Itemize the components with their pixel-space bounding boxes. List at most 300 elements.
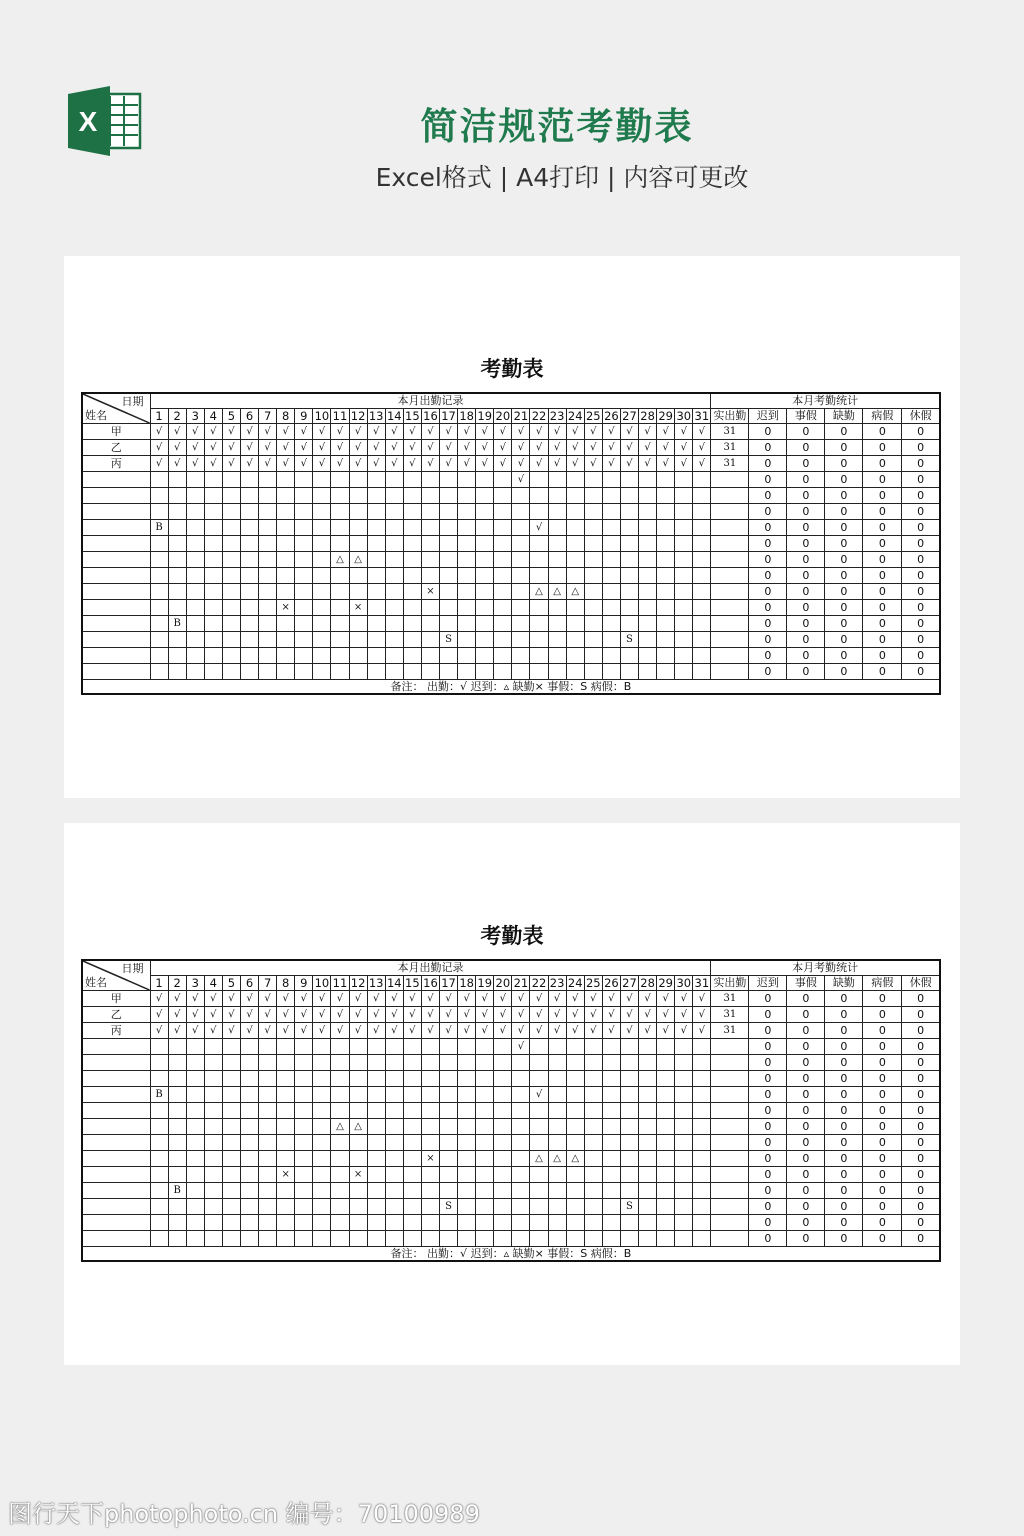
- attendance-cell[interactable]: [693, 1055, 711, 1071]
- attendance-cell[interactable]: [639, 1103, 657, 1119]
- attendance-cell[interactable]: √: [295, 1023, 313, 1039]
- attendance-cell[interactable]: √: [168, 456, 186, 472]
- stat-value-cell[interactable]: 0: [902, 1183, 940, 1199]
- attendance-cell[interactable]: [367, 1135, 385, 1151]
- attendance-cell[interactable]: [639, 1183, 657, 1199]
- attendance-cell[interactable]: [150, 488, 168, 504]
- attendance-cell[interactable]: [259, 632, 277, 648]
- attendance-cell[interactable]: [222, 1087, 240, 1103]
- attendance-cell[interactable]: [240, 648, 258, 664]
- attendance-cell[interactable]: [295, 600, 313, 616]
- stat-value-cell[interactable]: 0: [787, 616, 825, 632]
- stat-value-cell[interactable]: 0: [825, 648, 863, 664]
- attendance-cell[interactable]: [421, 1215, 439, 1231]
- attendance-cell[interactable]: [458, 632, 476, 648]
- attendance-cell[interactable]: [295, 1055, 313, 1071]
- attendance-cell[interactable]: [458, 488, 476, 504]
- attendance-cell[interactable]: [458, 1055, 476, 1071]
- attendance-cell[interactable]: [331, 536, 349, 552]
- attendance-cell[interactable]: √: [331, 424, 349, 440]
- attendance-cell[interactable]: [639, 600, 657, 616]
- attendance-cell[interactable]: [367, 1103, 385, 1119]
- attendance-cell[interactable]: [150, 1055, 168, 1071]
- stat-value-cell[interactable]: 0: [787, 536, 825, 552]
- attendance-cell[interactable]: √: [458, 991, 476, 1007]
- attendance-cell[interactable]: √: [639, 1023, 657, 1039]
- stat-value-cell[interactable]: 0: [787, 648, 825, 664]
- attendance-cell[interactable]: √: [458, 440, 476, 456]
- attendance-cell[interactable]: [602, 1167, 620, 1183]
- stat-value-cell[interactable]: 0: [863, 520, 902, 536]
- attendance-cell[interactable]: [259, 1055, 277, 1071]
- attendance-cell[interactable]: [295, 520, 313, 536]
- attendance-cell[interactable]: [331, 1199, 349, 1215]
- attendance-cell[interactable]: [295, 1135, 313, 1151]
- stat-value-cell[interactable]: 0: [902, 600, 940, 616]
- attendance-cell[interactable]: [602, 1103, 620, 1119]
- attendance-cell[interactable]: [602, 1199, 620, 1215]
- attendance-cell[interactable]: √: [440, 1023, 458, 1039]
- attendance-cell[interactable]: [620, 552, 638, 568]
- attendance-cell[interactable]: [204, 1199, 222, 1215]
- attendance-cell[interactable]: [494, 1231, 512, 1247]
- attendance-cell[interactable]: [548, 552, 566, 568]
- attendance-cell[interactable]: [204, 1215, 222, 1231]
- stat-value-cell[interactable]: [711, 664, 749, 680]
- attendance-cell[interactable]: [150, 504, 168, 520]
- attendance-cell[interactable]: [440, 1231, 458, 1247]
- attendance-cell[interactable]: √: [620, 991, 638, 1007]
- attendance-cell[interactable]: √: [349, 991, 367, 1007]
- attendance-cell[interactable]: [639, 1071, 657, 1087]
- attendance-cell[interactable]: [222, 648, 240, 664]
- attendance-cell[interactable]: [277, 1183, 295, 1199]
- attendance-cell[interactable]: √: [675, 1023, 693, 1039]
- attendance-cell[interactable]: [240, 1231, 258, 1247]
- attendance-cell[interactable]: [584, 1199, 602, 1215]
- attendance-cell[interactable]: [259, 1135, 277, 1151]
- attendance-cell[interactable]: √: [602, 991, 620, 1007]
- attendance-cell[interactable]: √: [277, 424, 295, 440]
- attendance-cell[interactable]: [512, 632, 530, 648]
- attendance-cell[interactable]: √: [458, 424, 476, 440]
- attendance-cell[interactable]: [367, 1199, 385, 1215]
- stat-value-cell[interactable]: 0: [825, 632, 863, 648]
- stat-value-cell[interactable]: 0: [825, 616, 863, 632]
- attendance-cell[interactable]: [331, 616, 349, 632]
- attendance-cell[interactable]: √: [476, 440, 494, 456]
- attendance-cell[interactable]: √: [548, 440, 566, 456]
- attendance-cell[interactable]: √: [240, 1023, 258, 1039]
- attendance-cell[interactable]: [240, 1199, 258, 1215]
- attendance-cell[interactable]: △: [349, 1119, 367, 1135]
- attendance-cell[interactable]: √: [313, 1007, 331, 1023]
- attendance-cell[interactable]: √: [421, 456, 439, 472]
- stat-value-cell[interactable]: 0: [787, 1071, 825, 1087]
- attendance-cell[interactable]: [693, 488, 711, 504]
- attendance-cell[interactable]: [331, 1215, 349, 1231]
- stat-value-cell[interactable]: 0: [749, 600, 787, 616]
- attendance-cell[interactable]: √: [367, 1023, 385, 1039]
- attendance-cell[interactable]: [548, 1231, 566, 1247]
- attendance-cell[interactable]: √: [385, 1023, 403, 1039]
- attendance-cell[interactable]: √: [657, 991, 675, 1007]
- attendance-cell[interactable]: [566, 1055, 584, 1071]
- stat-value-cell[interactable]: 0: [825, 1023, 863, 1039]
- attendance-cell[interactable]: [313, 552, 331, 568]
- attendance-cell[interactable]: [566, 632, 584, 648]
- attendance-cell[interactable]: [657, 536, 675, 552]
- attendance-cell[interactable]: [168, 472, 186, 488]
- employee-name-cell[interactable]: [82, 1055, 150, 1071]
- attendance-cell[interactable]: [385, 648, 403, 664]
- attendance-cell[interactable]: [494, 648, 512, 664]
- stat-value-cell[interactable]: 0: [749, 536, 787, 552]
- attendance-cell[interactable]: [657, 600, 675, 616]
- attendance-cell[interactable]: [259, 600, 277, 616]
- attendance-cell[interactable]: [639, 664, 657, 680]
- stat-value-cell[interactable]: [711, 1087, 749, 1103]
- attendance-cell[interactable]: [349, 616, 367, 632]
- stat-value-cell[interactable]: 0: [863, 584, 902, 600]
- attendance-cell[interactable]: √: [259, 1007, 277, 1023]
- attendance-cell[interactable]: [222, 616, 240, 632]
- attendance-cell[interactable]: [313, 648, 331, 664]
- attendance-cell[interactable]: [566, 568, 584, 584]
- attendance-cell[interactable]: [693, 1087, 711, 1103]
- attendance-cell[interactable]: √: [204, 1007, 222, 1023]
- attendance-cell[interactable]: [566, 1087, 584, 1103]
- attendance-cell[interactable]: √: [440, 424, 458, 440]
- stat-value-cell[interactable]: 0: [902, 520, 940, 536]
- stat-value-cell[interactable]: 0: [902, 488, 940, 504]
- attendance-cell[interactable]: √: [548, 1007, 566, 1023]
- attendance-cell[interactable]: [548, 600, 566, 616]
- attendance-cell[interactable]: √: [259, 456, 277, 472]
- attendance-cell[interactable]: √: [277, 1007, 295, 1023]
- attendance-cell[interactable]: [693, 1167, 711, 1183]
- attendance-cell[interactable]: [150, 664, 168, 680]
- attendance-cell[interactable]: √: [168, 440, 186, 456]
- stat-value-cell[interactable]: 31: [711, 1023, 749, 1039]
- stat-value-cell[interactable]: [711, 1183, 749, 1199]
- stat-value-cell[interactable]: 0: [749, 440, 787, 456]
- attendance-cell[interactable]: [331, 648, 349, 664]
- attendance-cell[interactable]: √: [620, 440, 638, 456]
- attendance-cell[interactable]: [403, 552, 421, 568]
- attendance-cell[interactable]: [693, 472, 711, 488]
- attendance-cell[interactable]: √: [512, 456, 530, 472]
- stat-value-cell[interactable]: 0: [749, 616, 787, 632]
- attendance-cell[interactable]: [367, 1119, 385, 1135]
- stat-value-cell[interactable]: [711, 1215, 749, 1231]
- attendance-cell[interactable]: [620, 1231, 638, 1247]
- attendance-cell[interactable]: [222, 520, 240, 536]
- employee-name-cell[interactable]: 丙: [82, 1023, 150, 1039]
- attendance-cell[interactable]: [458, 1039, 476, 1055]
- attendance-cell[interactable]: [548, 520, 566, 536]
- attendance-cell[interactable]: [421, 568, 439, 584]
- attendance-cell[interactable]: [349, 568, 367, 584]
- attendance-cell[interactable]: [403, 1071, 421, 1087]
- attendance-cell[interactable]: [476, 504, 494, 520]
- attendance-cell[interactable]: [512, 1071, 530, 1087]
- attendance-cell[interactable]: ×: [421, 584, 439, 600]
- stat-value-cell[interactable]: 0: [863, 1183, 902, 1199]
- attendance-cell[interactable]: √: [639, 1007, 657, 1023]
- attendance-cell[interactable]: [548, 1167, 566, 1183]
- attendance-cell[interactable]: √: [602, 456, 620, 472]
- stat-value-cell[interactable]: 0: [825, 424, 863, 440]
- attendance-cell[interactable]: [331, 504, 349, 520]
- stat-value-cell[interactable]: 0: [863, 1087, 902, 1103]
- attendance-cell[interactable]: [584, 1039, 602, 1055]
- attendance-cell[interactable]: [675, 616, 693, 632]
- attendance-cell[interactable]: [295, 488, 313, 504]
- attendance-cell[interactable]: [584, 1167, 602, 1183]
- attendance-cell[interactable]: √: [313, 1023, 331, 1039]
- attendance-cell[interactable]: [367, 520, 385, 536]
- attendance-cell[interactable]: √: [204, 1023, 222, 1039]
- stat-value-cell[interactable]: 0: [863, 1055, 902, 1071]
- attendance-cell[interactable]: [675, 584, 693, 600]
- attendance-cell[interactable]: [367, 1183, 385, 1199]
- attendance-cell[interactable]: [530, 552, 548, 568]
- attendance-cell[interactable]: [403, 1231, 421, 1247]
- employee-name-cell[interactable]: [82, 1135, 150, 1151]
- attendance-cell[interactable]: √: [512, 1007, 530, 1023]
- employee-name-cell[interactable]: 乙: [82, 440, 150, 456]
- attendance-cell[interactable]: [295, 1103, 313, 1119]
- attendance-cell[interactable]: √: [620, 424, 638, 440]
- stat-value-cell[interactable]: 0: [825, 440, 863, 456]
- attendance-cell[interactable]: [530, 1183, 548, 1199]
- attendance-cell[interactable]: √: [530, 1007, 548, 1023]
- attendance-cell[interactable]: [222, 1199, 240, 1215]
- attendance-cell[interactable]: △: [530, 1151, 548, 1167]
- attendance-cell[interactable]: [566, 536, 584, 552]
- attendance-cell[interactable]: [476, 1231, 494, 1247]
- attendance-cell[interactable]: √: [367, 440, 385, 456]
- attendance-cell[interactable]: [675, 1135, 693, 1151]
- employee-name-cell[interactable]: [82, 584, 150, 600]
- attendance-cell[interactable]: √: [675, 991, 693, 1007]
- stat-value-cell[interactable]: 0: [825, 1183, 863, 1199]
- attendance-cell[interactable]: [367, 600, 385, 616]
- attendance-cell[interactable]: [566, 1103, 584, 1119]
- attendance-cell[interactable]: [186, 1071, 204, 1087]
- employee-name-cell[interactable]: [82, 1039, 150, 1055]
- attendance-cell[interactable]: √: [349, 440, 367, 456]
- stat-value-cell[interactable]: 0: [902, 1135, 940, 1151]
- attendance-cell[interactable]: [440, 504, 458, 520]
- employee-name-cell[interactable]: [82, 1215, 150, 1231]
- stat-value-cell[interactable]: 0: [902, 616, 940, 632]
- stat-value-cell[interactable]: 0: [863, 488, 902, 504]
- attendance-cell[interactable]: [168, 552, 186, 568]
- attendance-cell[interactable]: √: [675, 1007, 693, 1023]
- attendance-cell[interactable]: [584, 1103, 602, 1119]
- attendance-cell[interactable]: [566, 488, 584, 504]
- attendance-cell[interactable]: [566, 600, 584, 616]
- attendance-cell[interactable]: [693, 568, 711, 584]
- stat-value-cell[interactable]: 0: [863, 504, 902, 520]
- stat-value-cell[interactable]: 31: [711, 440, 749, 456]
- attendance-cell[interactable]: [530, 600, 548, 616]
- attendance-cell[interactable]: [584, 1119, 602, 1135]
- attendance-cell[interactable]: [602, 664, 620, 680]
- attendance-cell[interactable]: [530, 1199, 548, 1215]
- stat-value-cell[interactable]: 0: [902, 648, 940, 664]
- attendance-cell[interactable]: [675, 632, 693, 648]
- stat-value-cell[interactable]: 0: [825, 1119, 863, 1135]
- attendance-cell[interactable]: [186, 664, 204, 680]
- attendance-cell[interactable]: [204, 584, 222, 600]
- attendance-cell[interactable]: √: [693, 1007, 711, 1023]
- attendance-cell[interactable]: [240, 488, 258, 504]
- attendance-cell[interactable]: √: [440, 440, 458, 456]
- attendance-cell[interactable]: √: [168, 991, 186, 1007]
- stat-value-cell[interactable]: 0: [787, 632, 825, 648]
- attendance-cell[interactable]: [222, 632, 240, 648]
- attendance-cell[interactable]: √: [657, 1023, 675, 1039]
- attendance-cell[interactable]: √: [566, 424, 584, 440]
- stat-value-cell[interactable]: 0: [749, 1151, 787, 1167]
- attendance-cell[interactable]: √: [240, 991, 258, 1007]
- attendance-cell[interactable]: [240, 1039, 258, 1055]
- attendance-cell[interactable]: [494, 1167, 512, 1183]
- attendance-cell[interactable]: [240, 568, 258, 584]
- stat-value-cell[interactable]: 0: [825, 568, 863, 584]
- attendance-cell[interactable]: √: [222, 991, 240, 1007]
- attendance-cell[interactable]: [530, 1119, 548, 1135]
- attendance-cell[interactable]: [313, 600, 331, 616]
- stat-value-cell[interactable]: [711, 584, 749, 600]
- attendance-cell[interactable]: [222, 1215, 240, 1231]
- attendance-cell[interactable]: √: [421, 1007, 439, 1023]
- attendance-cell[interactable]: [476, 1167, 494, 1183]
- attendance-cell[interactable]: [385, 600, 403, 616]
- attendance-cell[interactable]: [675, 536, 693, 552]
- attendance-cell[interactable]: [222, 472, 240, 488]
- attendance-cell[interactable]: [440, 1183, 458, 1199]
- attendance-cell[interactable]: [530, 1071, 548, 1087]
- employee-name-cell[interactable]: [82, 472, 150, 488]
- attendance-cell[interactable]: [657, 1039, 675, 1055]
- attendance-cell[interactable]: [693, 1039, 711, 1055]
- attendance-cell[interactable]: [331, 1167, 349, 1183]
- employee-name-cell[interactable]: [82, 616, 150, 632]
- attendance-cell[interactable]: [277, 1199, 295, 1215]
- attendance-cell[interactable]: [530, 1103, 548, 1119]
- employee-name-cell[interactable]: [82, 648, 150, 664]
- stat-value-cell[interactable]: 0: [902, 1023, 940, 1039]
- attendance-cell[interactable]: [548, 1103, 566, 1119]
- attendance-cell[interactable]: [150, 1231, 168, 1247]
- attendance-cell[interactable]: S: [620, 632, 638, 648]
- attendance-cell[interactable]: [313, 1039, 331, 1055]
- attendance-cell[interactable]: √: [675, 424, 693, 440]
- attendance-cell[interactable]: √: [566, 1007, 584, 1023]
- attendance-cell[interactable]: [693, 520, 711, 536]
- attendance-cell[interactable]: [186, 1215, 204, 1231]
- attendance-cell[interactable]: [530, 616, 548, 632]
- attendance-cell[interactable]: [440, 488, 458, 504]
- attendance-cell[interactable]: [403, 1119, 421, 1135]
- attendance-cell[interactable]: [440, 1135, 458, 1151]
- attendance-cell[interactable]: √: [331, 1007, 349, 1023]
- stat-value-cell[interactable]: 0: [825, 472, 863, 488]
- attendance-cell[interactable]: [421, 488, 439, 504]
- attendance-cell[interactable]: √: [584, 1007, 602, 1023]
- stat-value-cell[interactable]: 0: [863, 991, 902, 1007]
- stat-value-cell[interactable]: 0: [902, 991, 940, 1007]
- attendance-cell[interactable]: [602, 520, 620, 536]
- attendance-cell[interactable]: [602, 1135, 620, 1151]
- attendance-cell[interactable]: [602, 552, 620, 568]
- attendance-cell[interactable]: [277, 1103, 295, 1119]
- attendance-cell[interactable]: [675, 1231, 693, 1247]
- attendance-cell[interactable]: [602, 1119, 620, 1135]
- attendance-cell[interactable]: [512, 1119, 530, 1135]
- stat-value-cell[interactable]: 0: [787, 520, 825, 536]
- attendance-cell[interactable]: [240, 600, 258, 616]
- attendance-cell[interactable]: [367, 1167, 385, 1183]
- attendance-cell[interactable]: [548, 648, 566, 664]
- attendance-cell[interactable]: [639, 1119, 657, 1135]
- attendance-cell[interactable]: [675, 1039, 693, 1055]
- attendance-cell[interactable]: √: [494, 424, 512, 440]
- attendance-cell[interactable]: √: [222, 424, 240, 440]
- attendance-cell[interactable]: [494, 1199, 512, 1215]
- attendance-cell[interactable]: [295, 1119, 313, 1135]
- attendance-cell[interactable]: √: [458, 1007, 476, 1023]
- attendance-cell[interactable]: [295, 1183, 313, 1199]
- attendance-cell[interactable]: √: [331, 440, 349, 456]
- attendance-cell[interactable]: [458, 1215, 476, 1231]
- attendance-cell[interactable]: [602, 536, 620, 552]
- stat-value-cell[interactable]: 0: [902, 1071, 940, 1087]
- stat-value-cell[interactable]: 0: [902, 1007, 940, 1023]
- attendance-cell[interactable]: ×: [421, 1151, 439, 1167]
- attendance-cell[interactable]: √: [168, 1023, 186, 1039]
- attendance-cell[interactable]: [186, 1135, 204, 1151]
- attendance-cell[interactable]: [204, 632, 222, 648]
- employee-name-cell[interactable]: [82, 1183, 150, 1199]
- stat-value-cell[interactable]: 0: [787, 584, 825, 600]
- stat-value-cell[interactable]: [711, 1103, 749, 1119]
- attendance-cell[interactable]: [476, 552, 494, 568]
- stat-value-cell[interactable]: 0: [825, 1151, 863, 1167]
- attendance-cell[interactable]: [313, 1087, 331, 1103]
- attendance-cell[interactable]: [620, 648, 638, 664]
- attendance-cell[interactable]: √: [476, 424, 494, 440]
- attendance-cell[interactable]: [476, 488, 494, 504]
- stat-value-cell[interactable]: 0: [787, 600, 825, 616]
- attendance-cell[interactable]: [440, 600, 458, 616]
- attendance-cell[interactable]: [421, 632, 439, 648]
- stat-value-cell[interactable]: 0: [749, 1039, 787, 1055]
- attendance-cell[interactable]: √: [403, 991, 421, 1007]
- stat-value-cell[interactable]: [711, 648, 749, 664]
- attendance-cell[interactable]: [440, 1103, 458, 1119]
- attendance-cell[interactable]: △: [548, 584, 566, 600]
- attendance-cell[interactable]: [675, 1183, 693, 1199]
- attendance-cell[interactable]: [403, 584, 421, 600]
- attendance-cell[interactable]: [277, 1215, 295, 1231]
- attendance-cell[interactable]: [421, 472, 439, 488]
- attendance-cell[interactable]: [385, 1103, 403, 1119]
